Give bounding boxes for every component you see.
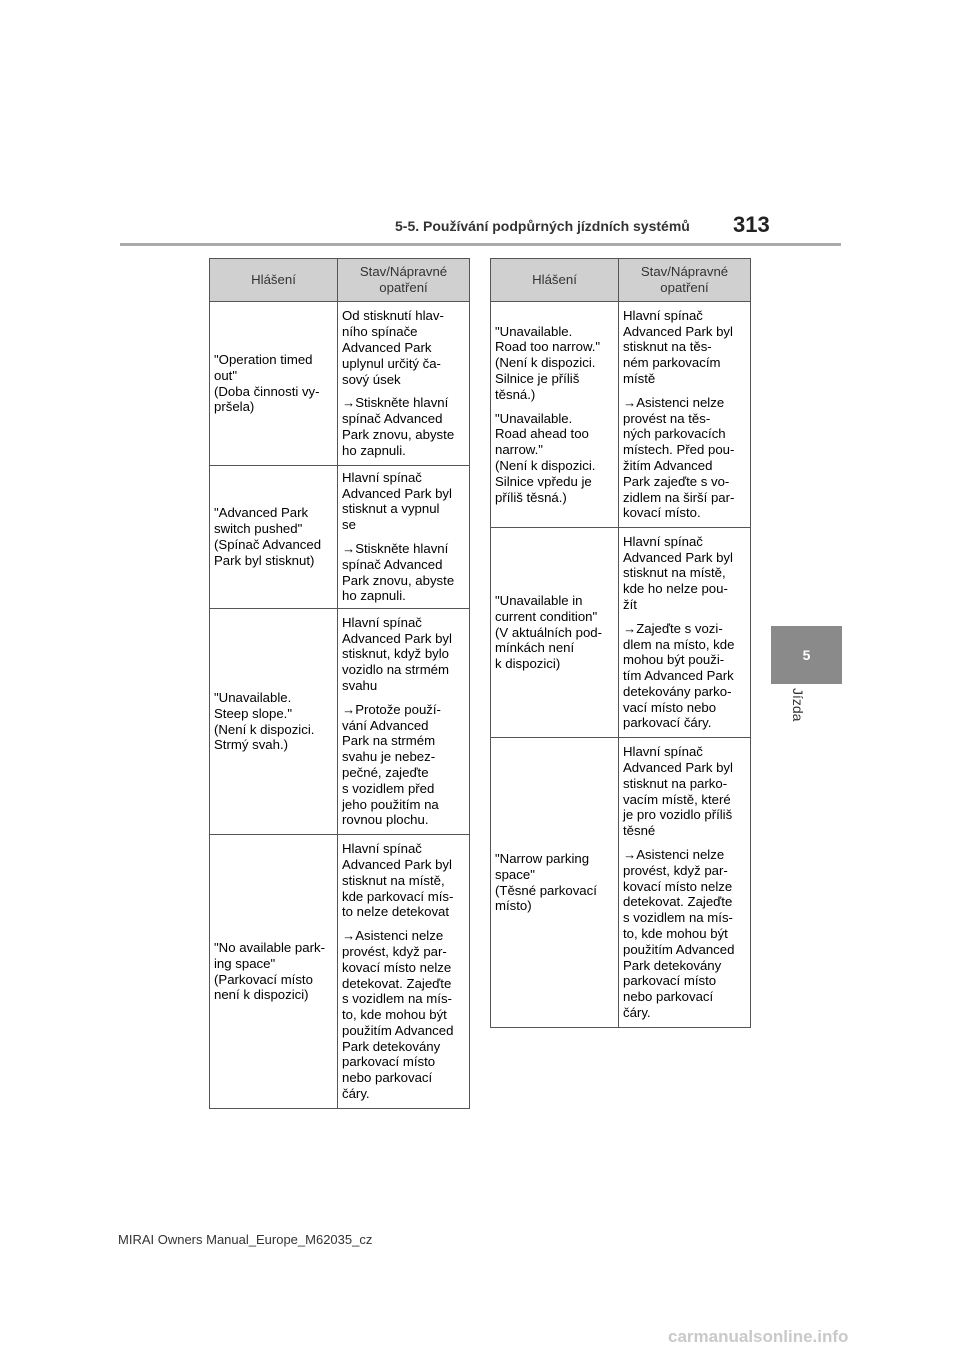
action-text: →Asistenci nelze provést, když par- kovací místo nelze detekovat. Zajeďte s vozidlem na mís- to, kde mohou být použitím Advanced Park detekovány parkovací místo nebo parkovací čáry. <box>623 847 735 1020</box>
table-row <box>210 835 470 1109</box>
header-status: Stav/Nápravné opatření <box>619 259 751 302</box>
status-cell <box>619 738 751 1028</box>
watermark: carmanualsonline.info <box>668 1327 849 1346</box>
status-text: Hlavní spínač Advanced Park byl stisknut, když bylo vozidlo na strmém svahu <box>342 614 452 693</box>
table-row <box>491 528 751 738</box>
messages-table-left <box>209 258 470 1109</box>
message-text: "Advanced Park switch pushed" (Spínač Advanced Park byl stisknut) <box>214 505 322 568</box>
chapter-number: 5 <box>802 647 811 663</box>
action-text: →Asistenci nelze provést na těs- ných parkovacích místech. Před pou- žitím Advanced Park zajeďte s vo- zidlem na širší par- kovací místo. <box>623 394 735 521</box>
table-row <box>491 302 751 528</box>
message-text: "Unavailable in current condition" (V aktuálních pod- mínkách není k dispozici) <box>495 593 603 672</box>
status-cell <box>338 466 470 609</box>
chapter-tab <box>771 626 842 684</box>
footer-text: MIRAI Owners Manual_Europe_M62035_cz <box>118 1232 373 1247</box>
table-header-row <box>491 259 751 302</box>
status-text: Hlavní spínač Advanced Park byl stisknut na místě, kde parkovací mís- to nelze detekovat <box>342 841 454 920</box>
message-text: "Unavailable. Steep slope." (Není k dispozici. Strmý svah.) <box>214 689 315 753</box>
status-text: Hlavní spínač Advanced Park byl stisknut na místě, kde ho nelze pou- žít <box>623 533 733 612</box>
table-header-row <box>210 259 470 302</box>
message-text: "Operation timed out" (Doba činnosti vy- pršela) <box>214 351 320 415</box>
message-cell <box>210 466 338 609</box>
chapter-label: Jízda <box>790 688 806 722</box>
status-cell <box>619 528 751 738</box>
status-text: Hlavní spínač Advanced Park byl stisknut a vypnul se <box>342 469 452 533</box>
action-text: →Protože použí- vání Advanced Park na strmém svahu je nebez- pečné, zajeďte s vozidlem před jeho použitím na rovnou plochu. <box>342 701 441 828</box>
message-text: "No available park- ing space" (Parkovací místo není k dispozici) <box>214 939 325 1003</box>
action-text: →Stiskněte hlavní spínač Advanced Park znovu, abyste ho zapnuli. <box>342 395 455 458</box>
table-row <box>210 609 470 835</box>
message-cell <box>210 609 338 835</box>
action-text: →Stiskněte hlavní spínač Advanced Park znovu, abyste ho zapnuli. <box>342 541 455 604</box>
message-cell <box>491 528 619 738</box>
message-cell <box>210 302 338 466</box>
message-text: "Narrow parking space" (Těsné parkovací místo) <box>495 850 597 914</box>
message-text-alt: "Unavailable. Road ahead too narrow." (Není k dispozici. Silnice vpředu je příliš těsná.) <box>495 410 596 505</box>
header-status: Stav/Nápravné opatření <box>338 259 470 302</box>
status-cell <box>619 302 751 528</box>
table-row <box>210 466 470 609</box>
table-row <box>491 738 751 1028</box>
page-number: 313 <box>733 212 770 237</box>
status-text: Od stisknutí hlav- ního spínače Advanced Park uplynul určitý ča- sový úsek <box>342 308 444 387</box>
status-text: Hlavní spínač Advanced Park byl stisknut na těs- ném parkovacím místě <box>623 307 733 386</box>
status-cell <box>338 609 470 835</box>
header-message: Hlášení <box>210 259 338 302</box>
status-cell <box>338 835 470 1109</box>
header-message: Hlášení <box>491 259 619 302</box>
message-text: "Unavailable. Road too narrow." (Není k dispozici. Silnice je příliš těsná.) <box>495 323 601 402</box>
message-cell <box>210 835 338 1109</box>
table-row <box>210 302 470 466</box>
action-text: →Zajeďte s vozi- dlem na místo, kde mohou být použi- tím Advanced Park detekovány parko- vací místo nebo parkovací čáry. <box>623 620 735 731</box>
message-cell <box>491 738 619 1028</box>
messages-table-right <box>490 258 751 1028</box>
action-text: →Asistenci nelze provést, když par- kovací místo nelze detekovat. Zajeďte s vozidlem na mís- to, kde mohou být použitím Advanced Park detekovány parkovací místo nebo parkovací čáry. <box>342 928 454 1102</box>
header-divider <box>120 243 841 246</box>
status-cell <box>338 302 470 466</box>
message-cell <box>491 302 619 528</box>
section-title: 5-5. Používání podpůrných jízdních systémů <box>395 218 690 234</box>
status-text: Hlavní spínač Advanced Park byl stisknut na parko- vacím místě, které je pro vozidlo příliš těsné <box>623 744 733 839</box>
